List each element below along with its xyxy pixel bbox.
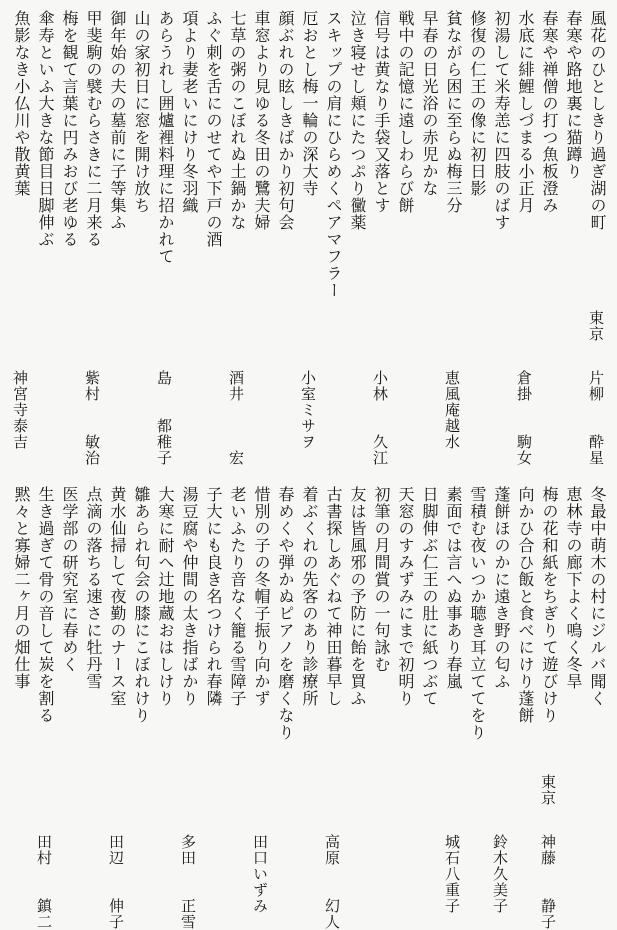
haiku-line: 黄水仙掃して夜勤のナース室 [108,486,127,707]
haiku-line: 車窓より見ゆる冬田の鷺夫婦 [252,10,271,231]
haiku-line: 項より妻老いにけり冬羽織 [180,10,199,214]
haiku-line: 生き過ぎて骨の音して炭を割る [36,486,55,724]
haiku-line: 春寒や禅僧の打つ魚板澄み [540,10,559,214]
haiku-line: 顔ぶれの眩しきばかり初句会 [276,10,295,231]
haiku-line: 戦中の記憶に遠しわらび餅 [396,10,415,214]
author-name: 神藤 静子 [539,834,557,930]
haiku-line: 点滴の落ちる速さに牡丹雪 [84,486,103,690]
haiku-line: ふぐ刺を舌にのせてや下戸の酒 [204,10,223,248]
haiku-line: 着ぶくれの先客のあり診療所 [300,486,319,707]
haiku-line: 雛あられ句会の膝にこぼれけり [132,486,151,724]
haiku-line: 山の家初日に窓を開け放ち [132,10,151,214]
author-name: 城石八重子 [443,834,461,914]
haiku-line: 早春の日光浴の赤児かな [420,10,439,197]
haiku-line: 甲斐駒の襞むらさきに二月来る [84,10,103,248]
haiku-line: 冬最中萌木の村にジルバ聞く [588,486,607,707]
author-name: 恵風庵越水 [443,370,461,450]
author-name: 小室ミサヲ [299,370,317,450]
haiku-line: 七草の粥のこぼれぬ土鍋かな [228,10,247,231]
haiku-line: 向かひ合ひ飯と食べにけり蓬餅 [516,486,535,724]
haiku-line: 雪積む夜いつか聴き耳立ててをり [468,486,487,741]
author-name: 紫村 敏治 [83,370,101,466]
haiku-line: 貧ながら困に至らぬ梅三分 [444,10,463,214]
haiku-line: 子大にも良き名つけられ春隣 [204,486,223,707]
haiku-line: 日脚伸ぶ仁王の肚に紙つぶて [420,486,439,707]
author-name: 小林 久江 [371,370,389,466]
author-name: 片柳 酔星 [587,370,605,466]
haiku-line: 厄おとし梅一輪の深大寺 [300,10,319,197]
haiku-line: 大寒に耐へ辻地蔵おはしけり [156,486,175,707]
haiku-line: 泣き寝せし頬にたつぷり黴薬 [348,10,367,231]
haiku-line: 春めくや弾かぬピアノを磨くなり [276,486,295,741]
haiku-line: 魚影なき小仏川や散黄葉 [12,10,31,197]
author-name: 高原 幻人 [323,834,341,930]
haiku-line: 御年始の夫の墓前に子等集ふ [108,10,127,231]
author-name: 鈴木久美子 [491,834,509,914]
author-name: 田村 鎮二 [35,834,53,930]
author-name: 多田 正雪 [179,834,197,930]
author-name: 神宮寺泰吉 [11,370,29,450]
haiku-line: 水底に緋鯉しづまる小正月 [516,10,535,214]
haiku-line: 春寒や路地裏に猫蹲り [564,10,583,180]
haiku-line: スキップの肩にひらめくペアマフラー [324,10,343,299]
haiku-line: 天窓のすみずみにまで初明り [396,486,415,707]
haiku-line: 惜別の子の冬帽子振り向かず [252,486,271,707]
author-name: 田口いずみ [251,834,269,914]
author-location: 東京 [539,774,557,806]
author-name: 倉掛 駒女 [515,370,533,466]
author-name: 田辺 伸子 [107,834,125,930]
haiku-line: あらうれし囲爐裡料理に招かれて [156,10,175,265]
author-location: 東京 [587,310,605,342]
haiku-line: 修復の仁王の像に初日影 [468,10,487,197]
haiku-line: 蓬餅ほのかに遠き野の匂ふ [492,486,511,690]
haiku-line: 初筆の月間賞の一句詠む [372,486,391,673]
haiku-line: 信号は黄なり手袋又落とす [372,10,391,214]
haiku-line: 素面では言へぬ事あり春嵐 [444,486,463,690]
haiku-line: 恵林寺の廊下よく鳴く冬旱 [564,486,583,690]
haiku-line: 梅の花和紙をちぎりて遊びけり [540,486,559,724]
author-name: 酒井 宏 [227,370,245,466]
haiku-line: 医学部の研究室に春めく [60,486,79,673]
haiku-line: 風花のひとしきり過ぎ湖の町 [588,10,607,231]
haiku-line: 黙々と寡婦二ヶ月の畑仕事 [12,486,31,690]
author-name: 島 都稚子 [155,370,173,466]
haiku-line: 湯豆腐や仲間の太き指ばかり [180,486,199,707]
haiku-line: 初湯して米寿恙に四肢のばす [492,10,511,231]
haiku-line: 傘寿といふ大きな節目日脚伸ぶ [36,10,55,248]
haiku-line: 梅を観て言葉に円みおび老ゆる [60,10,79,248]
haiku-line: 老いふたり音なく籠る雪障子 [228,486,247,707]
haiku-line: 友は皆風邪の予防に飴を買ふ [348,486,367,707]
haiku-line: 古書探しあぐねて神田暮早し [324,486,343,707]
